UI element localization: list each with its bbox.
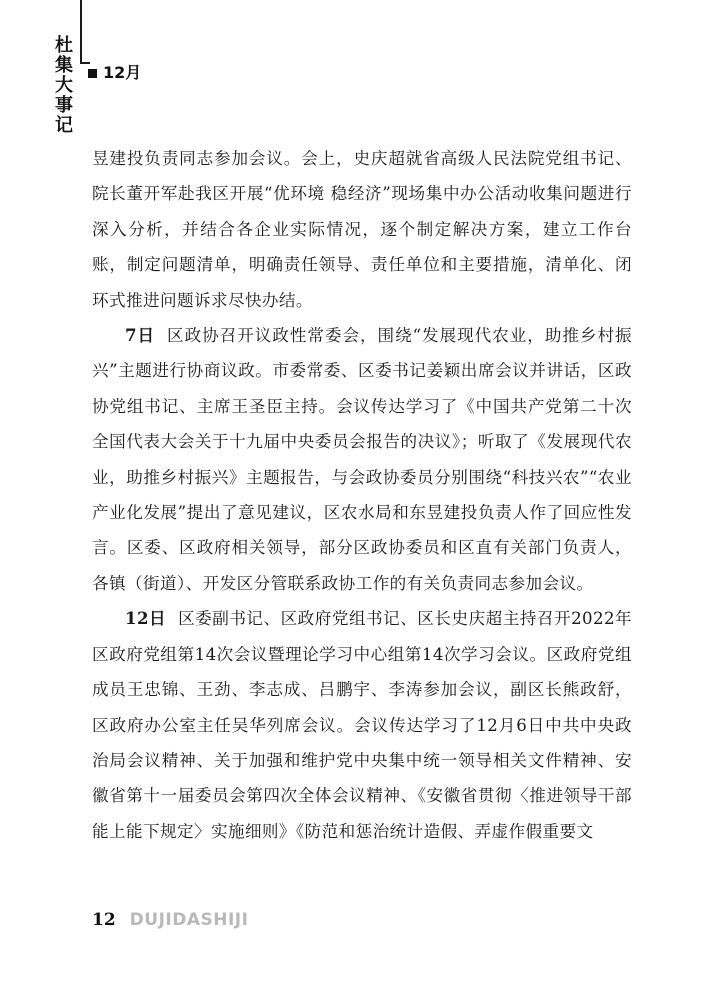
entry-date: 7日 xyxy=(125,325,156,346)
header-vertical-rule xyxy=(80,0,82,64)
chronicle-body xyxy=(92,141,632,849)
running-head-title: 杜集大事记 xyxy=(55,35,73,136)
month-label: 12月 xyxy=(103,63,142,82)
paragraph-text: 区委副书记、区政府党组书记、区长史庆超主持召开2022年区政府党组第14次会议暨理论学习中心组第14次学习会议。区政府党组成员王忠锦、王劲、李志成、吕鹏宇、李涛参加会议，副区长熊政舒，区政府办公室主任吴华列席会议。会议传达学习了12月6日中共中央政治局会议精神、关于加强和维护党中央集中统一领导相关文件精神、安徽省第十一届委员会第四次全体会议精神、《安徽省贯彻〈推进领导干部能上能下规定〉实施细则》《防范和惩治统计造假、弄虚作假重要文 xyxy=(92,609,632,841)
paragraph-entry xyxy=(92,318,632,601)
page-number: 12 xyxy=(92,910,116,930)
paragraph-text: 区政协召开议政性常委会，围绕“发展现代农业，助推乡村振兴”主题进行协商议政。市委常委、区委书记姜颖出席会议并讲话，区政协党组书记、主席王圣臣主持。会议传达学习了《中国共产党第二十次全国代表大会关于十九届中央委员会报告的决议》；听取了《发展现代农业，助推乡村振兴》主题报告，与会政协委员分别围绕“科技兴农”“农业产业化发展”提出了意见建议，区农水局和东昱建投负责人作了回应性发言。区委、区政府相关领导，部分区政协委员和区直有关部门负责人，各镇（街道）、开发区分管联系政协工作的有关负责同志参加会议。 xyxy=(92,326,632,593)
entry-date: 12日 xyxy=(125,608,167,629)
paragraph-continued xyxy=(92,141,632,318)
footer-brand: DUJIDASHIJI xyxy=(129,910,249,930)
square-bullet-icon xyxy=(88,69,97,78)
month-marker xyxy=(88,64,141,82)
paragraph-entry xyxy=(92,601,632,849)
paragraph-text: 昱建投负责同志参加会议。会上，史庆超就省高级人民法院党组书记、院长董开军赴我区开展“优环境 稳经济”现场集中办公活动收集问题进行深入分析，并结合各企业实际情况，逐个制定解决方案，建立工作台账，制定问题清单，明确责任领导、责任单位和主要措施，清单化、闭环式推进问题诉求尽快办结。 xyxy=(92,149,632,310)
page-footer xyxy=(92,910,248,930)
